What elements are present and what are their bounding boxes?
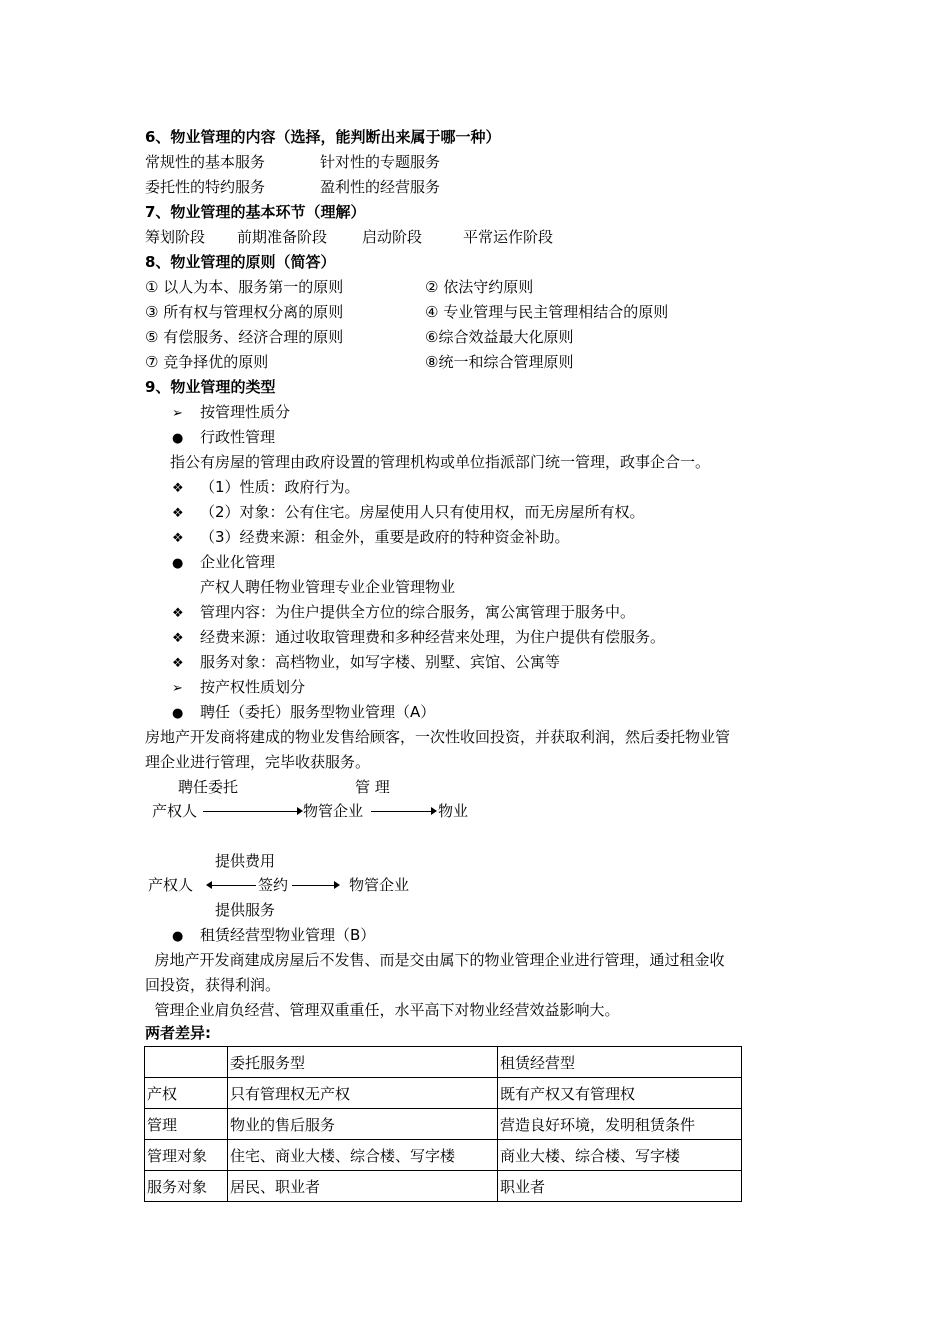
- table-row: [145, 1140, 742, 1171]
- diagram2-fee: 提供费用: [215, 852, 276, 870]
- principle-8: ⑧统一和综合管理原则: [425, 353, 574, 371]
- table-cell: 职业者: [498, 1171, 742, 1202]
- section-6-row-1: [145, 152, 441, 172]
- heading-administrative: [172, 427, 275, 449]
- dot-bullet-icon: ●: [172, 431, 184, 446]
- table-cell: 服务对象: [145, 1171, 228, 1202]
- service-type-2: 针对性的专题服务: [320, 153, 441, 171]
- diagram2-owner: 产权人: [148, 876, 194, 894]
- principle-4: ④ 专业管理与民主管理相结合的原则: [425, 303, 669, 321]
- lease-desc-2: 回投资，获得利润。: [145, 976, 281, 994]
- principle-2: ② 依法守约原则: [425, 278, 534, 296]
- admin-item-1-text: （1）性质：政府行为。: [200, 478, 360, 496]
- diagram2-arrow-line-1: [212, 885, 256, 886]
- arrow-bullet-icon: ➢: [172, 681, 183, 696]
- principle-row-3: [145, 327, 574, 347]
- lease-desc-3: 管理企业肩负经营、管理双重重任，水平高下对物业经营效益影响大。: [145, 1001, 620, 1019]
- stage-3: 启动阶段: [362, 228, 423, 246]
- diamond-bullet-icon: ❖: [172, 656, 184, 671]
- principle-3: ③ 所有权与管理权分离的原则: [145, 303, 344, 321]
- heading-by-ownership: [172, 677, 305, 699]
- heading-lease-type-label: 租赁经营型物业管理（B）: [200, 926, 376, 944]
- section-6-row-2: [145, 177, 441, 197]
- stage-1: 筹划阶段: [145, 228, 206, 246]
- admin-item-2-text: （2）对象：公有住宅。房屋使用人只有使用权，而无房屋所有权。: [200, 503, 645, 521]
- table-row: [145, 1078, 742, 1109]
- diagram2-sign: 签约: [258, 876, 289, 894]
- principle-6: ⑥综合效益最大化原则: [425, 328, 574, 346]
- entrusted-desc-1: 房地产开发商将建成的物业发售给顾客，一次性收回投资，并获取利润，然后委托物业管: [145, 728, 731, 746]
- table-cell: 产权: [145, 1078, 228, 1109]
- diamond-bullet-icon: ❖: [172, 631, 184, 646]
- arrow-right-icon: [431, 807, 437, 815]
- diagram1-label-hire: 聘任委托: [178, 778, 239, 796]
- diagram1-company: 物管企业: [303, 802, 364, 820]
- principle-1: ① 以人为本、服务第一的原则: [145, 278, 344, 296]
- dot-bullet-icon: ●: [172, 929, 184, 944]
- heading-enterprise: [172, 552, 275, 574]
- section-8-title: 8、物业管理的原则（简答）: [145, 253, 336, 271]
- service-type-4: 盈利性的经营服务: [320, 178, 441, 196]
- stage-4: 平常运作阶段: [463, 228, 554, 246]
- diamond-bullet-icon: ❖: [172, 481, 184, 496]
- enterprise-item-2-text: 经费来源：通过收取管理费和多种经营来处理，为住户提供有偿服务。: [200, 628, 666, 646]
- heading-by-nature-label: 按管理性质分: [200, 403, 291, 421]
- admin-item-2: [172, 502, 645, 524]
- admin-item-3: [172, 527, 570, 549]
- heading-lease-type: [172, 925, 375, 947]
- diagram1-owner: 产权人: [152, 802, 198, 820]
- difference-title: 两者差异:: [145, 1024, 211, 1042]
- heading-administrative-label: 行政性管理: [200, 428, 276, 446]
- diagram2-service: 提供服务: [215, 901, 276, 919]
- table-cell: 物业的售后服务: [228, 1109, 498, 1140]
- table-cell: 既有产权又有管理权: [498, 1078, 742, 1109]
- heading-by-ownership-label: 按产权性质划分: [200, 678, 306, 696]
- table-header-cell: [145, 1047, 228, 1078]
- service-type-3: 委托性的特约服务: [145, 178, 266, 196]
- dot-bullet-icon: ●: [172, 556, 184, 571]
- enterprise-item-3: [172, 652, 560, 674]
- principle-5: ⑤ 有偿服务、经济合理的原则: [145, 328, 344, 346]
- principle-row-1: [145, 277, 534, 297]
- diamond-bullet-icon: ❖: [172, 506, 184, 521]
- arrow-right-icon: [334, 881, 340, 889]
- diagram1-arrow-line-1: [203, 811, 297, 812]
- heading-enterprise-label: 企业化管理: [200, 553, 276, 571]
- lease-desc-1: 房地产开发商建成房屋后不发售、而是交由属下的物业管理企业进行管理，通过租金收: [145, 951, 725, 969]
- stage-2: 前期准备阶段: [237, 228, 328, 246]
- enterprise-item-2: [172, 627, 665, 649]
- arrow-bullet-icon: ➢: [172, 406, 183, 421]
- section-9-title: 9、物业管理的类型: [145, 378, 276, 396]
- administrative-desc: 指公有房屋的管理由政府设置的管理机构或单位指派部门统一管理，政事企合一。: [170, 453, 711, 471]
- table-cell: 营造良好环境，发明租赁条件: [498, 1109, 742, 1140]
- admin-item-1: [172, 477, 360, 499]
- heading-entrusted-type: [172, 702, 435, 724]
- section-6-title: 6、物业管理的内容（选择，能判断出来属于哪一种）: [145, 128, 501, 146]
- service-type-1: 常规性的基本服务: [145, 153, 266, 171]
- principle-row-4: [145, 352, 574, 372]
- admin-item-3-text: （3）经费来源：租金外，重要是政府的特种资金补助。: [200, 528, 570, 546]
- heading-by-nature: [172, 402, 290, 424]
- comparison-table: [144, 1046, 742, 1202]
- table-cell: 管理对象: [145, 1140, 228, 1171]
- table-cell: 管理: [145, 1109, 228, 1140]
- principle-7: ⑦ 竞争择优的原则: [145, 353, 269, 371]
- enterprise-item-3-text: 服务对象：高档物业，如写字楼、别墅、宾馆、公寓等: [200, 653, 561, 671]
- diagram2-company: 物管企业: [349, 876, 410, 894]
- entrusted-desc-2: 理企业进行管理，完毕收获服务。: [145, 753, 371, 771]
- table-header-cell: 委托服务型: [228, 1047, 498, 1078]
- dot-bullet-icon: ●: [172, 706, 184, 721]
- diagram2-arrow-line-2: [292, 885, 334, 886]
- table-cell: 商业大楼、综合楼、写字楼: [498, 1140, 742, 1171]
- heading-entrusted-type-label: 聘任（委托）服务型物业管理（A）: [200, 703, 436, 721]
- table-row: [145, 1171, 742, 1202]
- table-row: [145, 1109, 742, 1140]
- enterprise-desc: 产权人聘任物业管理专业企业管理物业: [200, 578, 456, 596]
- section-7-title: 7、物业管理的基本环节（理解）: [145, 203, 366, 221]
- diamond-bullet-icon: ❖: [172, 531, 184, 546]
- table-cell: 只有管理权无产权: [228, 1078, 498, 1109]
- table-cell: 住宅、商业大楼、综合楼、写字楼: [228, 1140, 498, 1171]
- table-header-cell: 租赁经营型: [498, 1047, 742, 1078]
- diagram1-label-manage: 管 理: [355, 778, 390, 796]
- principle-row-2: [145, 302, 669, 322]
- enterprise-item-1-text: 管理内容：为住户提供全方位的综合服务，寓公寓管理于服务中。: [200, 603, 636, 621]
- table-cell: 居民、职业者: [228, 1171, 498, 1202]
- enterprise-item-1: [172, 602, 635, 624]
- diagram1-arrow-line-2: [371, 811, 432, 812]
- table-header-row: [145, 1047, 742, 1078]
- diagram1-property: 物业: [438, 802, 469, 820]
- diamond-bullet-icon: ❖: [172, 606, 184, 621]
